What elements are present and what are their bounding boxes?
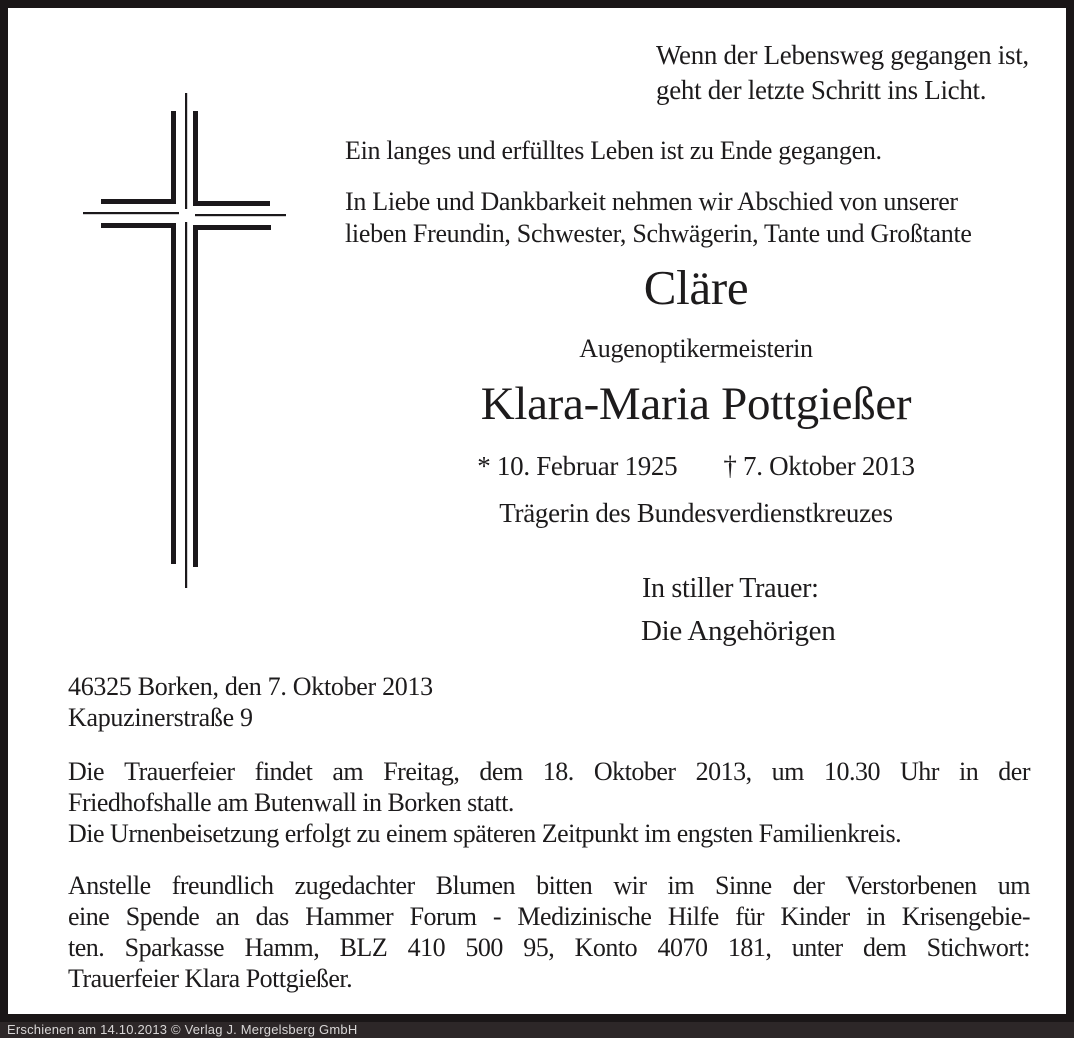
deceased-nickname: Cläre <box>643 260 749 315</box>
birth-date: * 10. Februar 1925 <box>477 451 678 481</box>
farewell-line-1: In Liebe und Dankbarkeit nehmen wir Abschied von unserer <box>345 187 958 216</box>
opening-line: Ein langes und erfülltes Leben ist zu Ende gegangen. <box>345 136 882 165</box>
mourning-intro: In stiller Trauer: <box>642 573 819 604</box>
farewell-line-2: lieben Freundin, Schwester, Schwägerin, Tante und Großtante <box>345 219 972 248</box>
honor-line: Trägerin des Bundesverdienstkreuzes <box>499 498 893 528</box>
donation-line-4: Trauerfeier Klara Pottgießer. <box>68 964 353 993</box>
epigraph-line-2: geht der letzte Schritt ins Licht. <box>656 75 987 105</box>
service-line-2: Friedhofshalle am Butenwall in Borken statt. <box>68 788 514 817</box>
memorial-cross-icon <box>78 88 298 593</box>
life-dates <box>346 450 1046 482</box>
farewell-lines <box>345 186 972 250</box>
publisher-footer <box>0 1022 1074 1038</box>
mourners: Die Angehörigen <box>641 615 836 647</box>
service-line-3: Die Urnenbeisetzung erfolgt zu einem späteren Zeitpunkt im engsten Familienkreis. <box>68 819 902 848</box>
donation-paragraph <box>68 870 1030 994</box>
publication-note: Erschienen am 14.10.2013 © Verlag J. Mergelsberg GmbH <box>7 1022 358 1037</box>
epigraph-line-1: Wenn der Lebensweg gegangen ist, <box>656 40 1029 70</box>
donation-line-3: ten. Sparkasse Hamm, BLZ 410 500 95, Konto 4070 181, unter dem Stichwort: <box>68 933 1030 962</box>
donation-line-2: eine Spende an das Hammer Forum - Medizinische Hilfe für Kinder in Krisengebie- <box>68 902 1030 931</box>
place-date-line: 46325 Borken, den 7. Oktober 2013 <box>68 672 433 701</box>
place-date-block <box>68 671 433 733</box>
donation-line-1: Anstelle freundlich zugedachter Blumen bitten wir im Sinne der Verstorbenen um <box>68 871 1030 900</box>
service-line-1: Die Trauerfeier findet am Freitag, dem 18. Oktober 2013, um 10.30 Uhr in der <box>68 757 1030 786</box>
street-line: Kapuzinerstraße 9 <box>68 703 253 732</box>
funeral-service-paragraph <box>68 756 1030 849</box>
deceased-profession: Augenoptikermeisterin <box>579 334 813 363</box>
death-date: † 7. Oktober 2013 <box>723 451 915 481</box>
deceased-full-name: Klara-Maria Pottgießer <box>480 378 912 430</box>
epigraph <box>656 38 1029 108</box>
